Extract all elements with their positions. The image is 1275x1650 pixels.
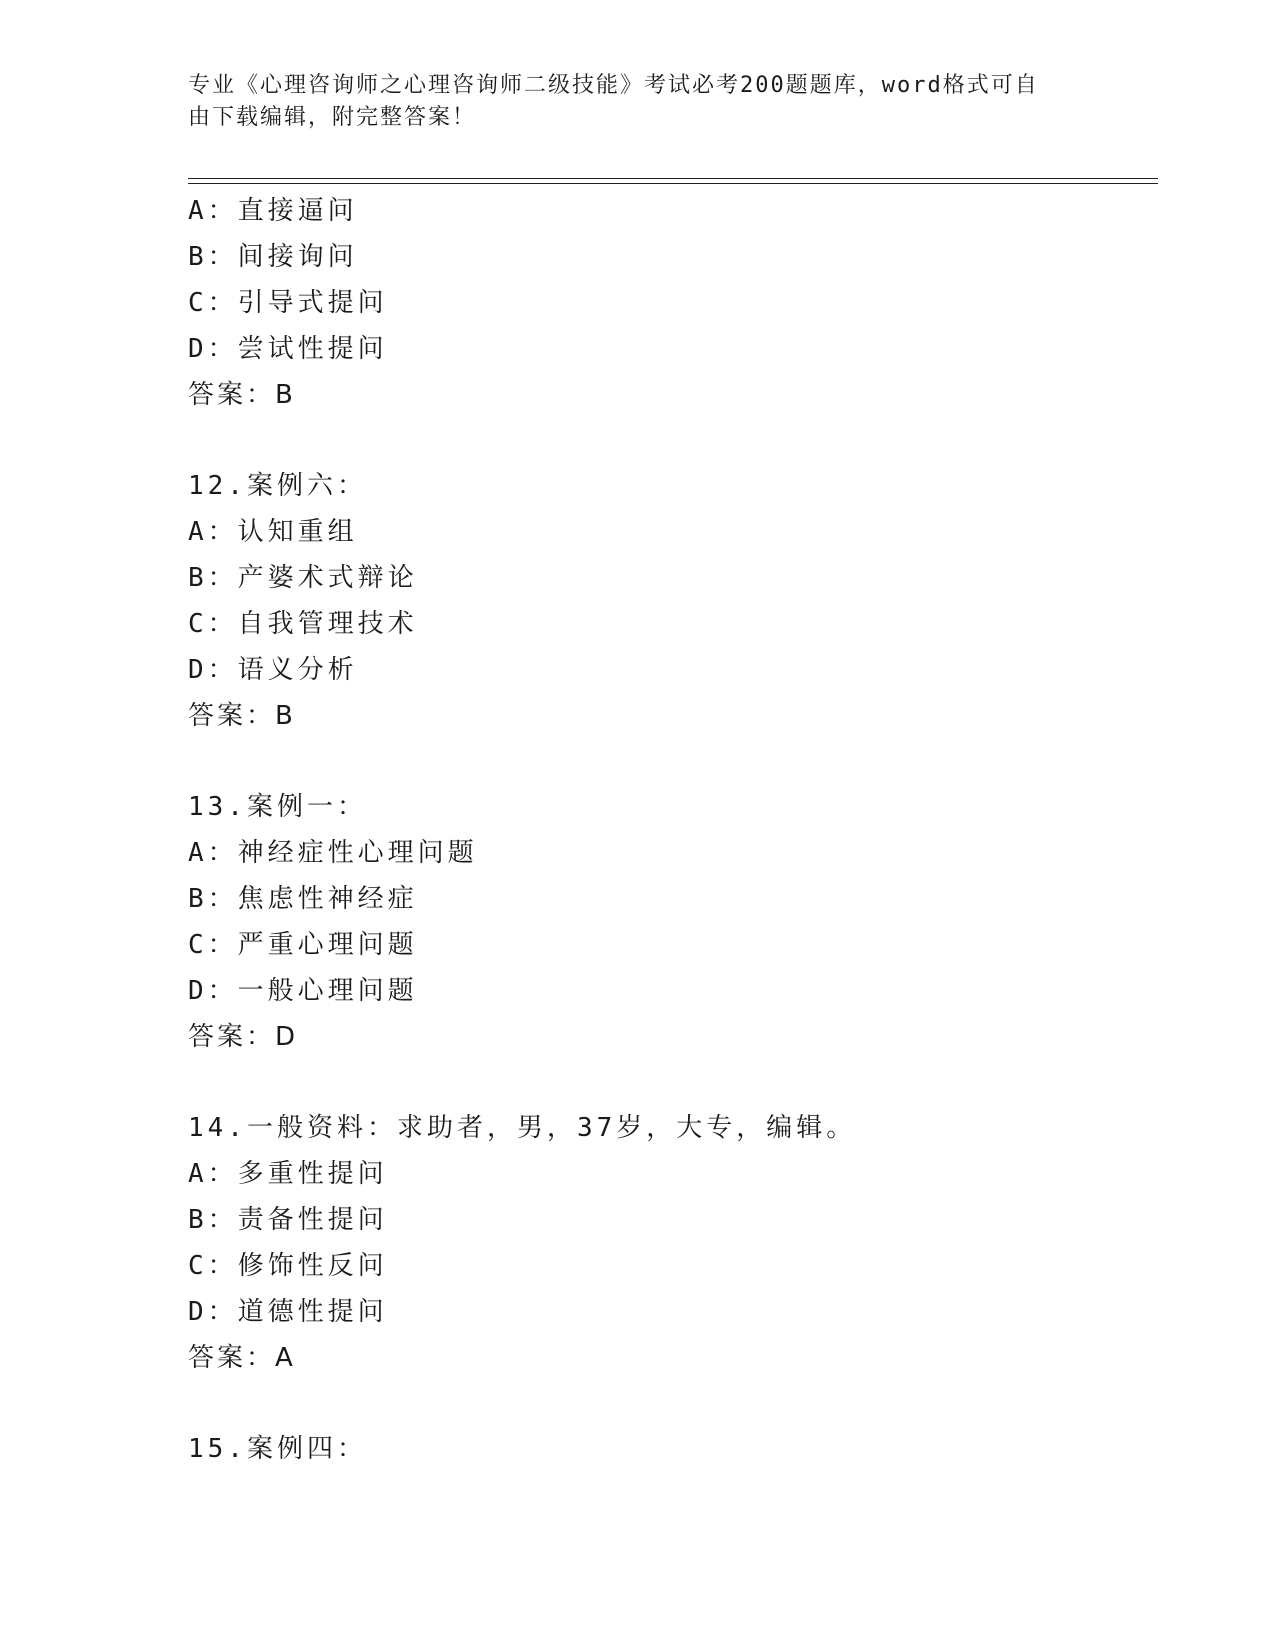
option-a: A：认知重组 <box>188 517 358 547</box>
option-d: D：语义分析 <box>188 655 358 685</box>
option-d: D：道德性提问 <box>188 1297 388 1327</box>
option-a: A：神经症性心理问题 <box>188 838 478 868</box>
option-b: B：间接询问 <box>188 242 358 272</box>
option-a: A：多重性提问 <box>188 1159 388 1189</box>
question-list <box>188 188 1148 1472</box>
block-spacer <box>188 1060 1148 1105</box>
option-d: D：一般心理问题 <box>188 976 418 1006</box>
answer-line: 答案：D <box>188 1022 299 1052</box>
question-text: 12.案例六： <box>188 471 367 501</box>
option-c: C：引导式提问 <box>188 288 388 318</box>
answer-line: 答案：B <box>188 380 296 410</box>
answer-line: 答案：A <box>188 1343 296 1373</box>
header-divider <box>188 178 1158 179</box>
option-c: C：修饰性反问 <box>188 1251 388 1281</box>
option-c: C：严重心理问题 <box>188 930 418 960</box>
block-spacer <box>188 1381 1148 1426</box>
question-text: 15.案例四： <box>188 1434 367 1464</box>
option-b: B：责备性提问 <box>188 1205 388 1235</box>
document-header <box>188 70 1068 134</box>
question-text: 14.一般资料：求助者，男，37岁，大专，编辑。 <box>188 1113 857 1143</box>
question-block <box>188 1105 1148 1381</box>
block-spacer <box>188 739 1148 784</box>
option-b: B：产婆术式辩论 <box>188 563 418 593</box>
option-c: C：自我管理技术 <box>188 609 418 639</box>
question-block <box>188 1426 1148 1472</box>
answer-line: 答案：B <box>188 701 296 731</box>
question-block <box>188 463 1148 739</box>
option-a: A：直接逼问 <box>188 196 358 226</box>
header-line-2: 由下载编辑，附完整答案！ <box>188 105 477 130</box>
question-text: 13.案例一： <box>188 792 367 822</box>
header-line-1: 专业《心理咨询师之心理咨询师二级技能》考试必考200题题库，word格式可自 <box>188 73 1039 98</box>
option-b: B：焦虑性神经症 <box>188 884 418 914</box>
header-divider-secondary <box>188 183 1158 184</box>
option-d: D：尝试性提问 <box>188 334 388 364</box>
question-block <box>188 784 1148 1060</box>
block-spacer <box>188 418 1148 463</box>
question-block <box>188 188 1148 418</box>
